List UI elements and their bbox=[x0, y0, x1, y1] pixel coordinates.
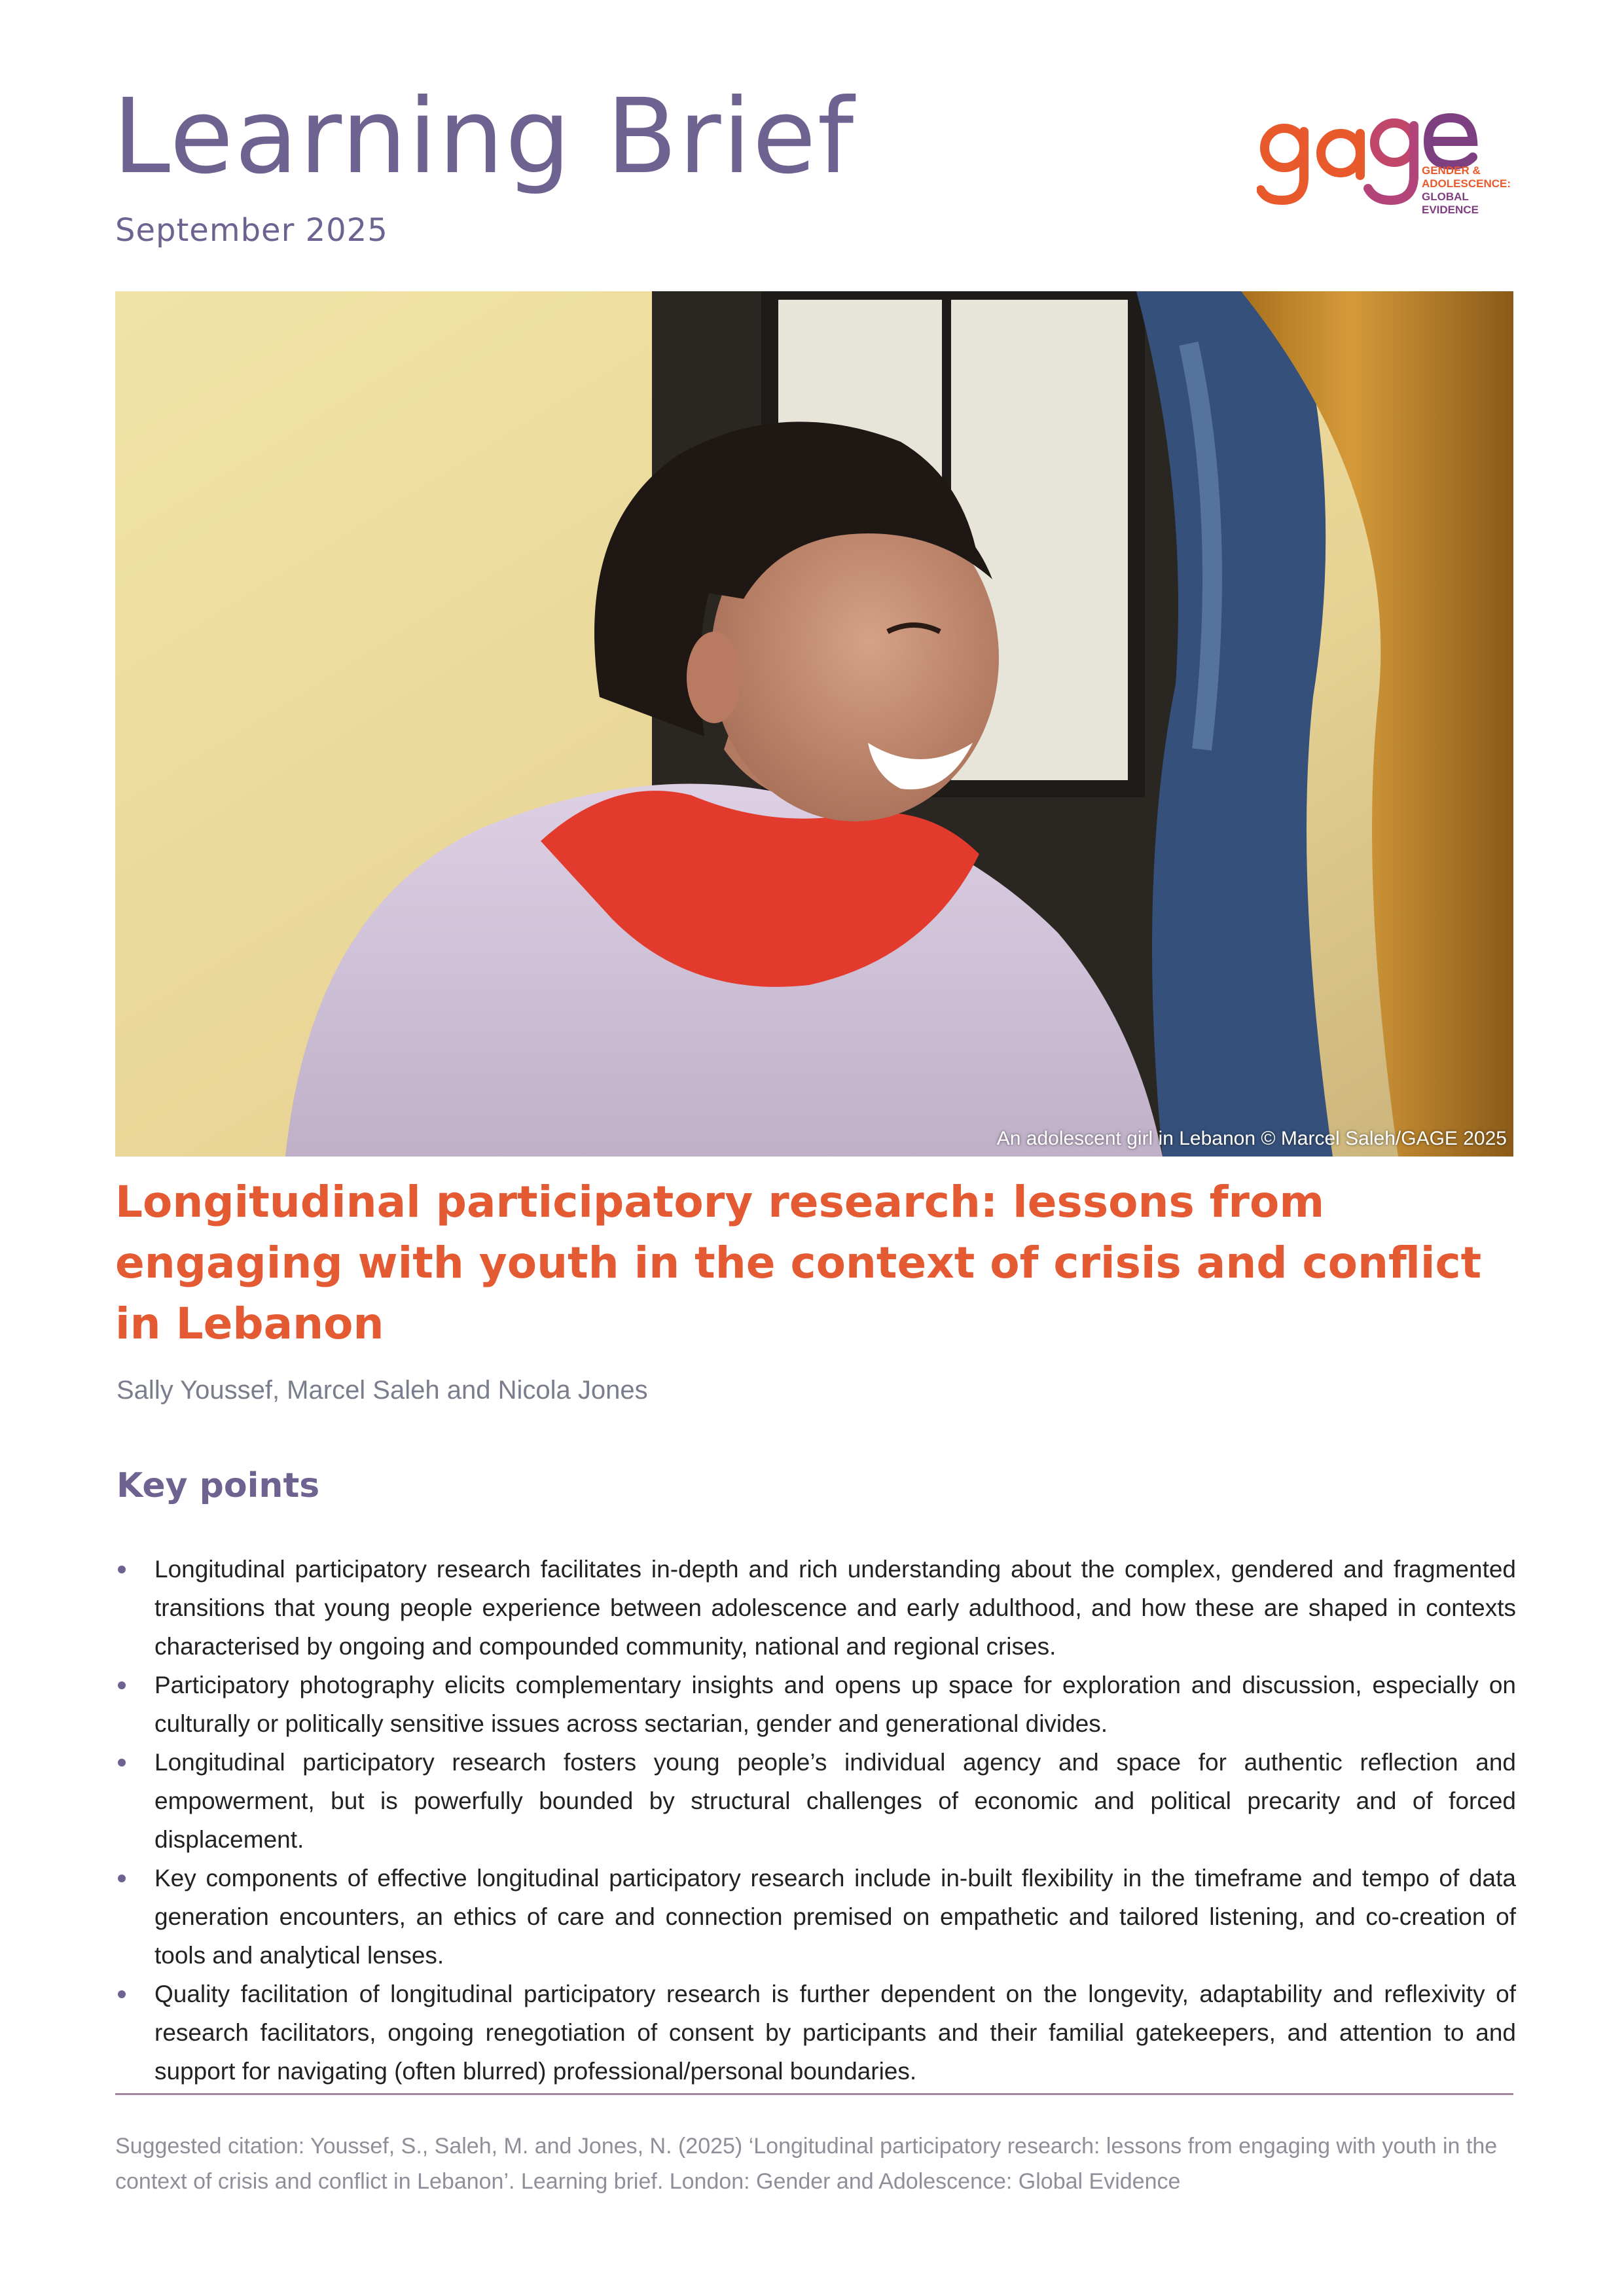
logo-tagline-line: EVIDENCE bbox=[1422, 204, 1479, 216]
photo-caption: An adolescent girl in Lebanon © Marcel Saleh/GAGE 2025 bbox=[996, 1128, 1507, 1149]
gage-logo bbox=[1257, 102, 1532, 226]
header-title: Learning Brief bbox=[113, 77, 856, 197]
bullet-icon bbox=[118, 1759, 126, 1767]
bullet-icon bbox=[118, 1681, 126, 1689]
bullet-icon bbox=[118, 1990, 126, 1998]
key-point-text: Participatory photography elicits complementary insights and opens up space for exploration and discussion, especially on culturally or politically sensitive issues across sectarian, gender and generational divides. bbox=[154, 1672, 1516, 1737]
suggested-citation: Suggested citation: Youssef, S., Saleh, M. and Jones, N. (2025) ‘Longitudinal participatory research: lessons from engaging with youth in the context of crisis and conflict in Lebanon’. Learning brief. London: Gender and Adolescence: Global Evidence bbox=[115, 2134, 1498, 2194]
key-point-text: Longitudinal participatory research fosters young people’s individual agency and space for authentic reflection and empowerment, but is powerfully bounded by structural challenges of economic and political precarity and of forced displacement. bbox=[154, 1749, 1516, 1853]
key-points-heading: Key points bbox=[117, 1466, 320, 1505]
key-points-list bbox=[115, 1550, 1516, 2090]
gage-logo-tagline bbox=[1422, 164, 1533, 217]
divider bbox=[115, 2093, 1513, 2095]
key-point-text: Quality facilitation of longitudinal participatory research is further dependent on the longevity, adaptability and reflexivity of research facilitators, ongoing renegotiation of consent by participants and their familial gatekeepers, and attention to and support for navigating (often blurred) professional/personal boundaries. bbox=[154, 1981, 1516, 2085]
key-point-item bbox=[115, 1859, 1516, 1975]
key-point-text: Longitudinal participatory research facilitates in-depth and rich understanding about the complex, gendered and fragmented transitions that young people experience between adolescence and early adulthood, and how these are shaped in contexts characterised by ongoing and compounded community, national and regional crises. bbox=[154, 1556, 1516, 1660]
logo-tagline-line: GENDER & bbox=[1422, 164, 1481, 177]
header-date: September 2025 bbox=[115, 212, 388, 249]
key-point-item bbox=[115, 1666, 1516, 1743]
logo-tagline-line: ADOLESCENCE: bbox=[1422, 177, 1511, 190]
bullet-icon bbox=[118, 1874, 126, 1882]
key-point-item bbox=[115, 1743, 1516, 1859]
key-point-item bbox=[115, 1975, 1516, 2090]
cover-photo bbox=[115, 291, 1513, 1157]
key-point-item bbox=[115, 1550, 1516, 1666]
brief-title: Longitudinal participatory research: lessons from engaging with youth in the context of crisis and conflict in Lebanon bbox=[115, 1177, 1482, 1349]
bullet-icon bbox=[118, 1566, 126, 1573]
brief-authors: Sally Youssef, Marcel Saleh and Nicola Jones bbox=[117, 1376, 648, 1405]
logo-tagline-line: GLOBAL bbox=[1422, 190, 1469, 203]
cover-photo-illustration bbox=[115, 291, 1513, 1157]
key-point-text: Key components of effective longitudinal participatory research include in-built flexibility in the timeframe and tempo of data generation encounters, an ethics of care and connection premised on empathetic and tailored listening, and co-creation of tools and analytical lenses. bbox=[154, 1865, 1516, 1969]
